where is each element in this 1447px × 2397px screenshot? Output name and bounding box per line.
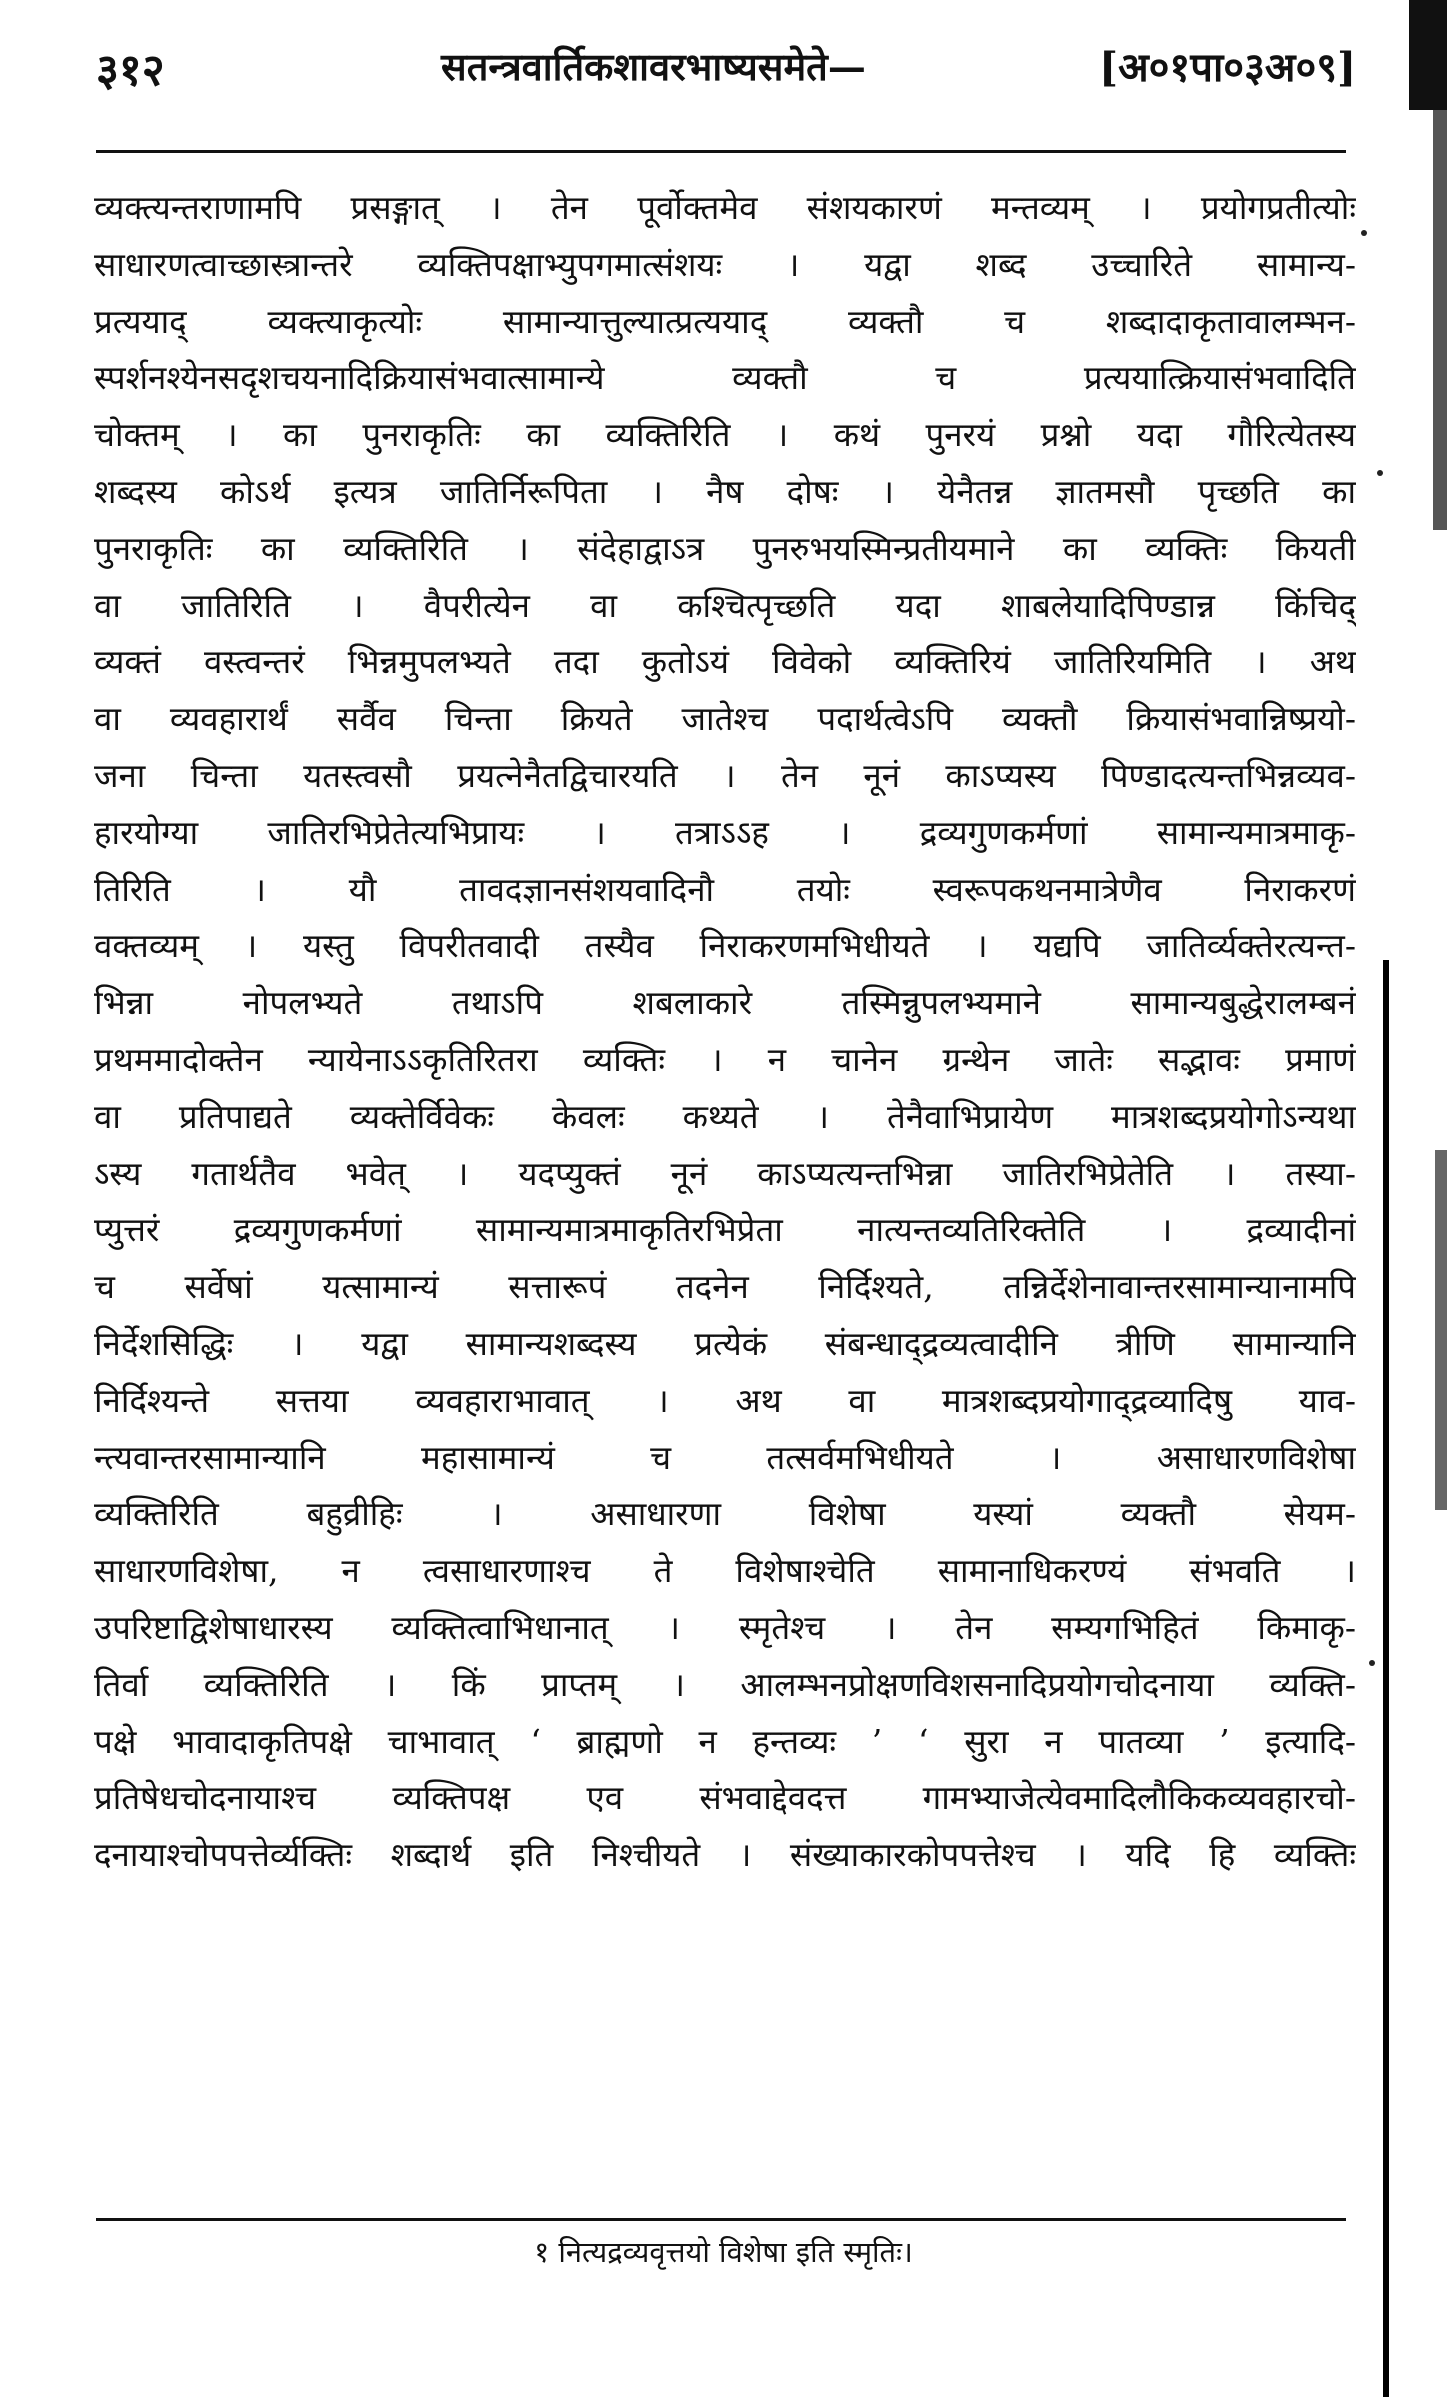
text-line: वा जातिरिति । वैपरीत्येन वा कश्चित्पृच्छति यदा शाबलेयादिपिण्डान्न किंचिद् — [94, 585, 1356, 625]
text-line: च सर्वेषां यत्सामान्यं सत्तारूपं तदनेन निर्दिश्यते, तन्निर्देशेनावान्तरसामान्यानामपि — [94, 1267, 1356, 1307]
page-edge-shadow — [1433, 110, 1447, 530]
footnote: १ नित्यद्रव्यवृत्तयो विशेषा इति स्मृतिः। — [534, 2235, 913, 2269]
text-line: पुनराकृतिः का व्यक्तिरिति । संदेहाद्वाऽत्र पुनरुभयस्मिन्प्रतीयमाने का व्यक्तिः कियती — [94, 528, 1356, 568]
text-line: पक्षे भावादाकृतिपक्षे चाभावात् ‘ ब्राह्मणो न हन्तव्यः ’ ‘ सुरा न पातव्या ’ इत्यादि- — [94, 1721, 1356, 1761]
text-line: शब्दस्य कोऽर्थ इत्यत्र जातिर्निरूपिता । नैष दोषः । येनैतन्न ज्ञातमसौ पृच्छति का — [94, 471, 1356, 511]
text-line: निर्देशसिद्धिः । यद्वा सामान्यशब्दस्य प्रत्येकं संबन्धाद्द्रव्यत्वादीनि त्रीणि सामान्यानि — [94, 1323, 1356, 1363]
text-line: प्युत्तरं द्रव्यगुणकर्मणां सामान्यमात्रमाकृतिरभिप्रेता नात्यन्तव्यतिरिक्तेति । द्रव्यादीनां — [94, 1210, 1356, 1250]
text-line: व्यक्तं वस्त्वन्तरं भिन्नमुपलभ्यते तदा कुतोऽयं विवेको व्यक्तिरियं जातिरियमिति । अथ — [94, 642, 1356, 682]
text-line: हारयोग्या जातिरभिप्रेतेत्यभिप्रायः । तत्राऽऽह । द्रव्यगुणकर्मणां सामान्यमात्रमाकृ- — [94, 812, 1356, 852]
text-line: तिर्वा व्यक्तिरिति । किं प्राप्तम् । आलम्भनप्रोक्षणविशसनादिप्रयोगचोदनाया व्यक्ति- — [94, 1664, 1356, 1704]
text-line: प्रत्ययाद् व्यक्त्याकृत्योः सामान्यात्तुल्यात्प्रत्ययाद् व्यक्तौ च शब्दादाकृतावालम्भन- — [94, 301, 1356, 341]
text-line: प्रतिषेधचोदनायाश्च व्यक्तिपक्ष एव संभवाद्देवदत्त गामभ्याजेत्येवमादिलौकिकव्यवहारचो- — [94, 1778, 1356, 1818]
footnote-rule — [96, 2218, 1346, 2221]
text-line: स्पर्शनश्येनसदृशचयनादिक्रियासंभवात्सामान्ये व्यक्तौ च प्रत्ययात्क्रियासंभवादिति — [94, 358, 1356, 398]
page-number: ३१२ — [96, 45, 165, 96]
text-line: वक्तव्यम् । यस्तु विपरीतवादी तस्यैव निराकरणमभिधीयते । यद्यपि जातिर्व्यक्तेरत्यन्त- — [94, 926, 1356, 966]
text-line: व्यक्त्यन्तराणामपि प्रसङ्गात् । तेन पूर्वोक्तमेव संशयकारणं मन्तव्यम् । प्रयोगप्रतीत्योः — [94, 188, 1356, 227]
text-line: जना चिन्ता यतस्त्वसौ प्रयत्नेनैतद्विचारयति । तेन नूनं काऽप्यस्य पिण्डादत्यन्तभिन्नव्यव- — [94, 755, 1356, 795]
print-speck — [1361, 230, 1367, 236]
running-title: सतन्त्रवार्तिकशावरभाष्यसमेते— — [441, 44, 866, 89]
print-speck — [1377, 470, 1383, 476]
text-line: साधारणत्वाच्छास्त्रान्तरे व्यक्तिपक्षाभ्युपगमात्संशयः । यद्वा शब्द उच्चारिते सामान्य- — [94, 244, 1356, 284]
text-line: उपरिष्टाद्विशेषाधारस्य व्यक्तित्वाभिधानात् । स्मृतेश्च । तेन सम्यगभिहितं किमाकृ- — [94, 1607, 1356, 1647]
text-line: न्त्यवान्तरसामान्यानि महासामान्यं च तत्सर्वमभिधीयते । असाधारणविशेषा — [94, 1437, 1356, 1477]
print-speck — [1369, 1660, 1375, 1666]
text-line: वा व्यवहारार्थं सर्वैव चिन्ता क्रियते जातेश्च पदार्थत्वेऽपि व्यक्तौ क्रियासंभवान्निष्प्रयो- — [94, 699, 1356, 739]
section-reference: [अ०१पा०३अ०९] — [1099, 44, 1356, 91]
binding-shadow — [1383, 960, 1389, 2397]
page-edge-dark — [1409, 0, 1447, 110]
text-line: भिन्ना नोपलभ्यते तथाऽपि शबलाकारे तस्मिन्नुपलभ्यमाने सामान्यबुद्धेरालम्बनं — [94, 983, 1356, 1023]
text-line: ऽस्य गतार्थतैव भवेत् । यदप्युक्तं नूनं काऽप्यत्यन्तभिन्ना जातिरभिप्रेतेति । तस्या- — [94, 1153, 1356, 1193]
text-line: निर्दिश्यन्ते सत्तया व्यवहाराभावात् । अथ वा मात्रशब्दप्रयोगाद्द्रव्यादिषु याव- — [94, 1380, 1356, 1420]
text-line: प्रथममादोक्तेन न्यायेनाऽऽकृतिरितरा व्यक्तिः । न चानेन ग्रन्थेन जातेः सद्भावः प्रमाणं — [94, 1039, 1356, 1079]
text-line: वा प्रतिपाद्यते व्यक्तेर्विवेकः केवलः कथ्यते । तेनैवाभिप्रायेण मात्रशब्दप्रयोगोऽन्यथा — [94, 1096, 1356, 1136]
text-line: व्यक्तिरिति बहुव्रीहिः । असाधारणा विशेषा यस्यां व्यक्तौ सेयम- — [94, 1494, 1356, 1534]
text-line: साधारणविशेषा, न त्वसाधारणाश्च ते विशेषाश्चेति सामानाधिकरण्यं संभवति । — [94, 1551, 1356, 1591]
page-edge-shadow-lower — [1435, 1150, 1447, 1510]
text-line: तिरिति । यौ तावदज्ञानसंशयवादिनौ तयोः स्वरूपकथनमात्रेणैव निराकरणं — [94, 869, 1356, 909]
page-header — [96, 28, 1356, 108]
header-rule — [96, 150, 1346, 153]
text-line: दनायाश्चोपपत्तेर्व्यक्तिः शब्दार्थ इति निश्चीयते । संख्याकारकोपपत्तेश्च । यदि हि व्यक्तिः — [94, 1835, 1356, 1875]
text-line: चोक्तम् । का पुनराकृतिः का व्यक्तिरिति । कथं पुनरयं प्रश्नो यदा गौरित्येतस्य — [94, 415, 1356, 455]
body-text — [94, 180, 1356, 1884]
